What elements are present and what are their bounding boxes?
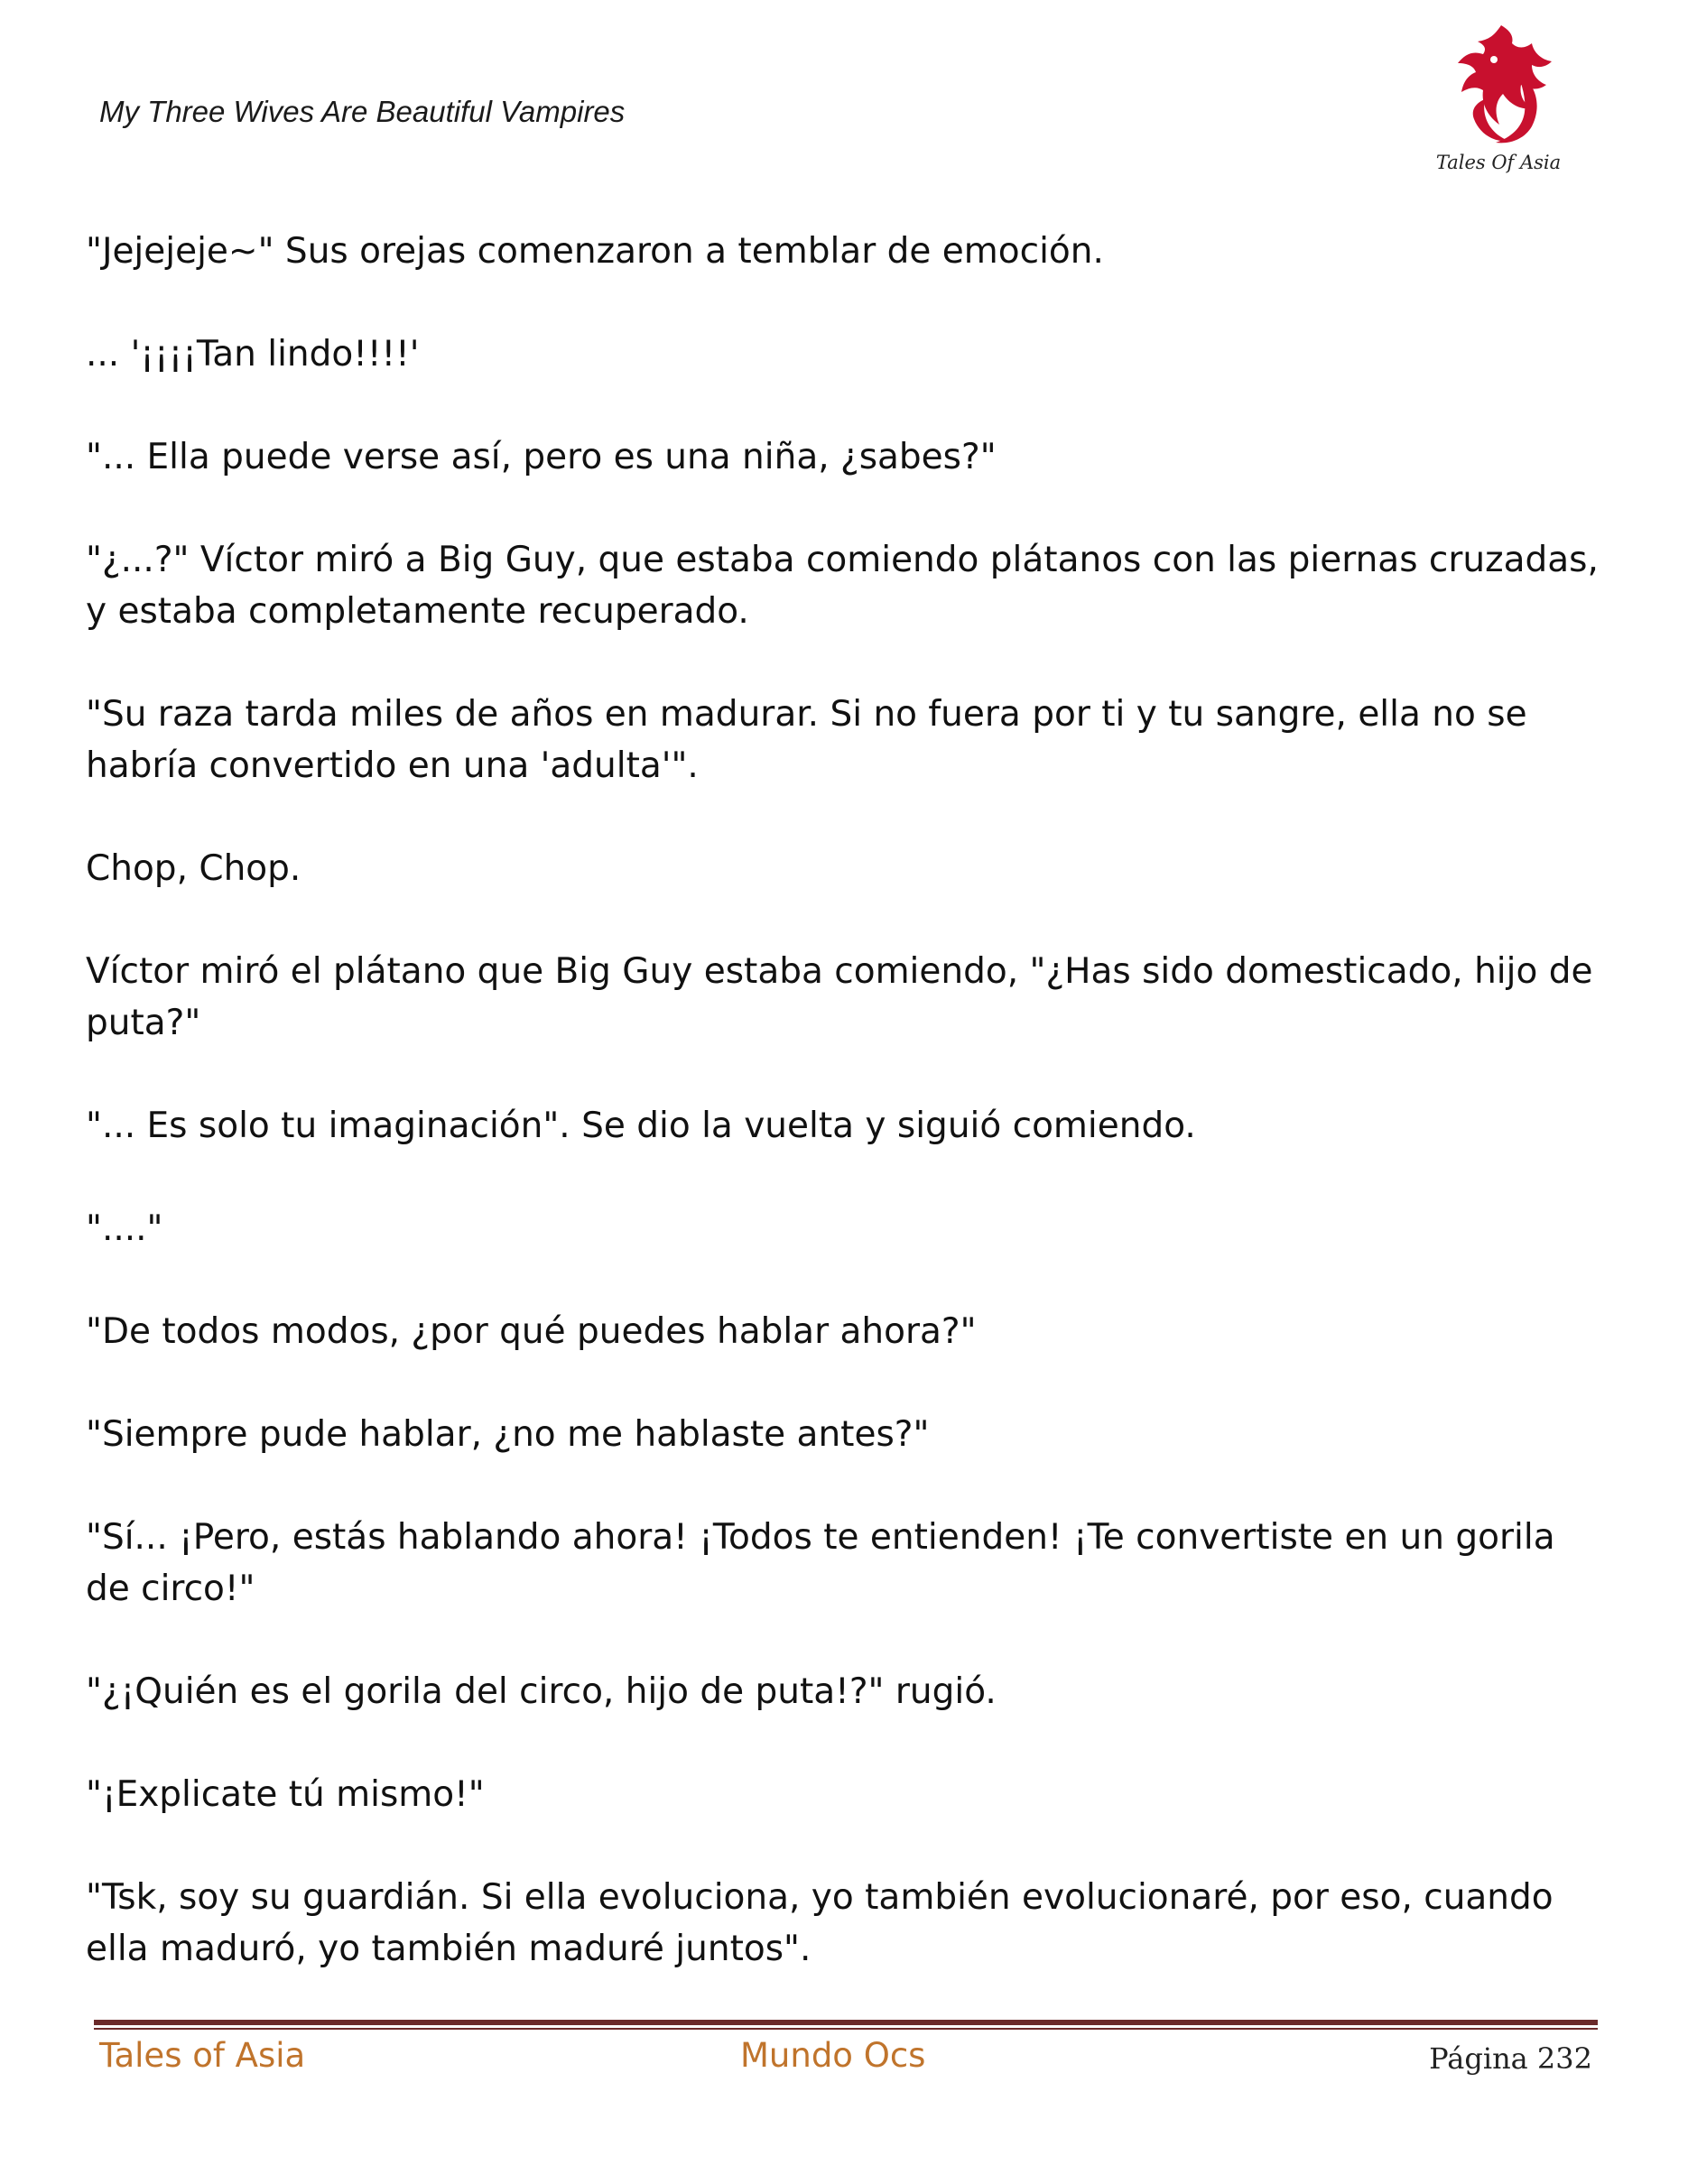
logo-text: Tales Of Asia <box>1435 152 1562 173</box>
document-header-title: My Three Wives Are Beautiful Vampires <box>99 95 626 128</box>
paragraph: "Sí... ¡Pero, estás hablando ahora! ¡Todos te entienden! ¡Te convertiste en un gorila de circo!" <box>86 1517 1555 1609</box>
paragraph: "...." <box>86 1208 163 1249</box>
paragraph: "Tsk, soy su guardián. Si ella evoluciona, yo también evolucionaré, por eso, cuando ella maduró, yo también maduré juntos". <box>86 1877 1554 1969</box>
page-number: Página 232 <box>1429 2041 1592 2076</box>
paragraph: "¡Explicate tú mismo!" <box>86 1774 485 1815</box>
paragraph: "Jejejeje~" Sus orejas comenzaron a temblar de emoción. <box>86 231 1104 272</box>
paragraph: "... Es solo tu imaginación". Se dio la vuelta y siguió comiendo. <box>86 1106 1196 1146</box>
footer-site: Mundo Ocs <box>740 2036 926 2075</box>
page-body <box>86 226 1602 2026</box>
paragraph: "Siempre pude hablar, ¿no me hablaste antes?" <box>86 1414 930 1455</box>
paragraph: Víctor miró el plátano que Big Guy estaba comiendo, "¿Has sido domesticado, hijo de puta?" <box>86 951 1593 1043</box>
tales-of-asia-logo <box>1431 18 1566 180</box>
footer-divider <box>94 2020 1598 2031</box>
paragraph: "Su raza tarda miles de años en madurar. Si no fuera por ti y tu sangre, ella no se habría convertido en una 'adulta'". <box>86 694 1527 786</box>
footer-publisher: Tales of Asia <box>99 2036 306 2075</box>
footer-divider-thin <box>94 2028 1598 2030</box>
footer-divider-thick <box>94 2020 1598 2025</box>
paragraph: "¿¡Quién es el gorila del circo, hijo de puta!?" rugió. <box>86 1671 997 1712</box>
paragraph: Chop, Chop. <box>86 848 301 889</box>
red-dragon-icon <box>1431 18 1566 153</box>
paragraph: ... '¡¡¡¡Tan lindo!!!!' <box>86 334 420 375</box>
paragraph: "... Ella puede verse así, pero es una niña, ¿sabes?" <box>86 437 997 477</box>
paragraph: "¿...?" Víctor miró a Big Guy, que estaba comiendo plátanos con las piernas cruzadas, y estaba completamente recuperado. <box>86 540 1599 632</box>
paragraph: "De todos modos, ¿por qué puedes hablar ahora?" <box>86 1311 977 1352</box>
